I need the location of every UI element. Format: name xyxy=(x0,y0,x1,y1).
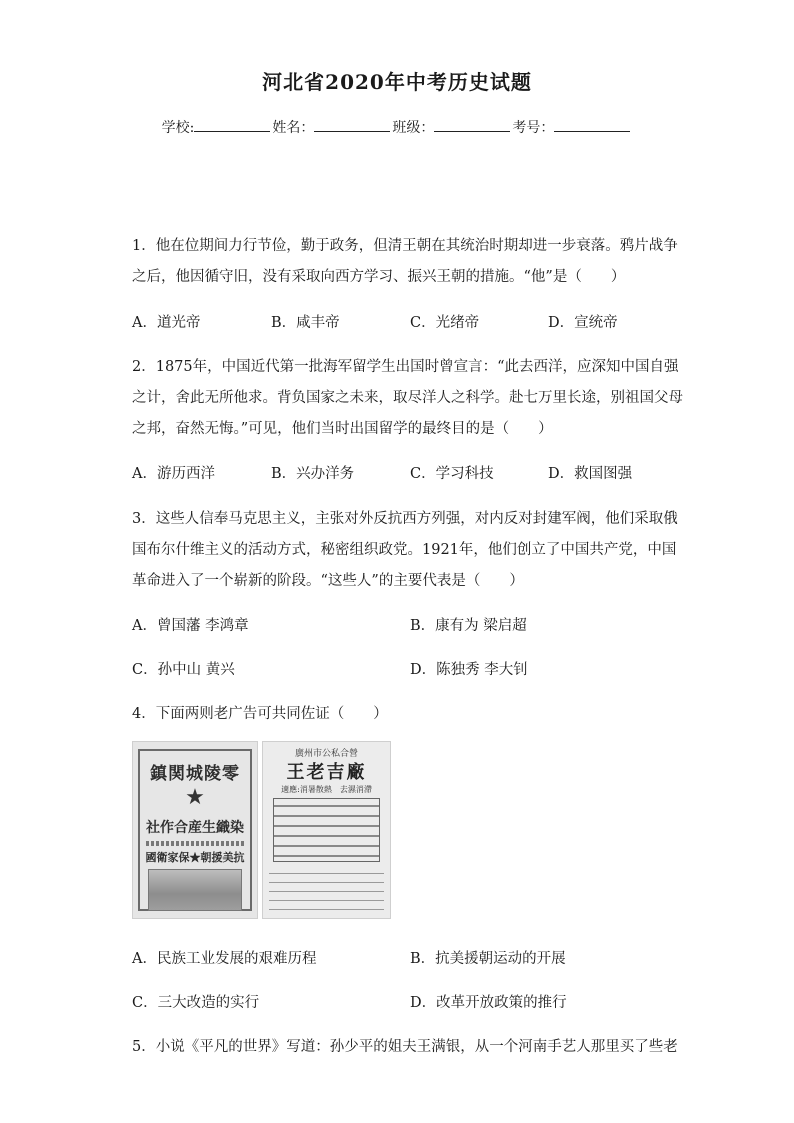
exam-number-label: 考号： xyxy=(512,120,555,136)
question-1-option-d: D．宣统帝 xyxy=(548,315,618,331)
question-3-option-c: C．孙中山 黄兴 xyxy=(132,662,235,678)
class-label: 班级： xyxy=(392,120,435,136)
question-2-option-c: C．学习科技 xyxy=(410,466,494,482)
student-info-row xyxy=(0,117,794,137)
question-2-line-2: 之计，舍此无所他求。背负国家之未来，取尽洋人之科学。赴七万里长途，别祖国父母 xyxy=(132,390,683,406)
ad1-company-name: 社作合産生織染 xyxy=(146,820,244,836)
school-label: 学校: xyxy=(161,120,195,136)
question-2-line-1: 2．1875年，中国近代第一批海军留学生出国时曾宣言：“此去西洋，应深知中国自强 xyxy=(132,359,679,375)
question-3-line-1: 3．这些人信奉马克思主义，主张对外反抗西方列强，对内反对封建军阀，他们采取俄 xyxy=(132,511,678,527)
question-2-option-a: A．游历西洋 xyxy=(132,466,215,482)
question-1-line-2: 之后，他因循守旧，没有采取向西方学习、振兴王朝的措施。“他”是（ ） xyxy=(132,269,626,285)
question-3-option-a: A．曾国藩 李鸿章 xyxy=(132,618,249,634)
question-3-option-b: B．康有为 梁启超 xyxy=(410,618,527,634)
question-1-option-a: A．道光帝 xyxy=(132,315,201,331)
old-advertisements-image xyxy=(132,741,391,919)
question-3-option-d: D．陈独秀 李大钊 xyxy=(410,662,528,678)
exam-number-blank[interactable] xyxy=(554,117,630,132)
exam-title: 河北省2020年中考历史试题 xyxy=(262,70,532,94)
question-4-line-1: 4．下面两则老广告可共同佐证（ ） xyxy=(132,706,388,722)
ad1-header: 鎮関城陵零 xyxy=(150,764,240,784)
ad2-top-line: 廣州市公私合營 xyxy=(294,749,358,759)
ad1-fine-print xyxy=(146,841,244,846)
advertisement-wanglaoji xyxy=(262,741,391,919)
star-icon: ★ xyxy=(185,785,205,810)
ad2-product-list xyxy=(273,798,380,862)
question-4-option-d: D．改革开放政策的推行 xyxy=(410,995,567,1011)
name-blank[interactable] xyxy=(314,117,390,132)
ad2-brand-name: 王老吉 xyxy=(286,762,347,783)
question-1-option-b: B．咸丰帝 xyxy=(271,315,340,331)
question-2-option-b: B．兴办洋务 xyxy=(271,466,355,482)
ad2-footer-fine-print xyxy=(269,868,384,910)
ad-frame xyxy=(138,749,252,911)
ad1-slogan: 國衛家保★朝援美抗 xyxy=(145,851,245,864)
ad2-subtitle: 適應:消暑散熱 去濕消滯 xyxy=(281,785,372,794)
advertisement-textile-cooperative xyxy=(132,741,258,919)
question-4-option-b: B．抗美援朝运动的开展 xyxy=(410,951,566,967)
question-3-line-2: 国布尔什维主义的活动方式，秘密组织政党。1921年，他们创立了中国共产党，中国 xyxy=(132,542,677,558)
class-blank[interactable] xyxy=(434,117,510,132)
question-1-line-1: 1．他在位期间力行节俭，勤于政务，但清王朝在其统治时期却进一步衰落。鸦片战争 xyxy=(132,238,678,254)
ad2-brand xyxy=(263,758,390,784)
ad2-brand-suffix: 廠 xyxy=(346,762,367,783)
question-5-line-1: 5．小说《平凡的世界》写道：孙少平的姐夫王满银，从一个河南手艺人那里买了些老 xyxy=(132,1039,678,1055)
question-4-option-a: A．民族工业发展的艰难历程 xyxy=(132,951,317,967)
school-blank[interactable] xyxy=(194,117,270,132)
name-label: 姓名： xyxy=(272,120,315,136)
ad1-illustration xyxy=(148,869,242,911)
question-2-line-3: 之邦，奋然无悔。”可见，他们当时出国留学的最终目的是（ ） xyxy=(132,421,553,437)
question-1-option-c: C．光绪帝 xyxy=(410,315,480,331)
question-4-option-c: C．三大改造的实行 xyxy=(132,995,260,1011)
question-3-line-3: 革命进入了一个崭新的阶段。“这些人”的主要代表是（ ） xyxy=(132,573,524,589)
question-2-option-d: D．救国图强 xyxy=(548,466,633,482)
